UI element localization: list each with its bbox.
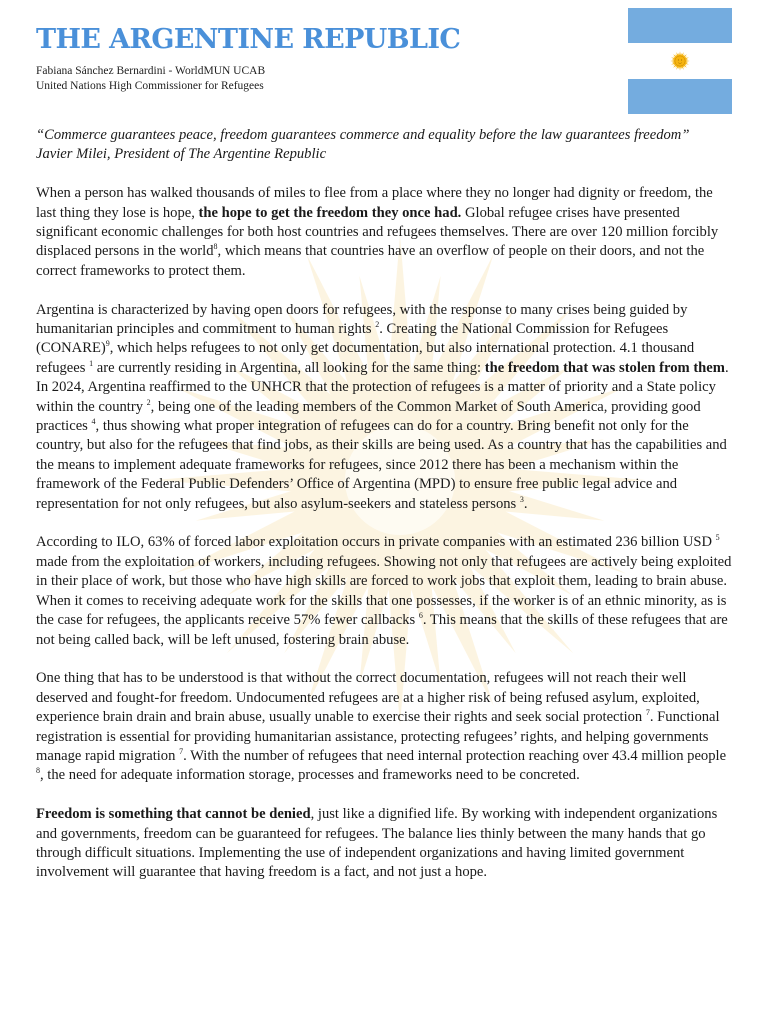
footnote-ref: 5 xyxy=(715,533,720,543)
page-title: THE ARGENTINE REPUBLIC xyxy=(36,24,461,55)
flag-middle-stripe xyxy=(628,43,732,78)
text-run: , just like a dignified life. By working with independent organizations and governments, freedom can be guaranteed for refugees. The balance lies thinly between the many hands that go through difficult situations. Implementing the use of independent organizations and having limited government involvement will guarantee that having freedom is a fact, and not just a hope. xyxy=(36,806,718,881)
text-run: . With the number of refugees that need internal protection reaching over 43.4 million people xyxy=(183,747,727,764)
footnote-ref: 4 xyxy=(91,417,96,427)
footnote-ref: 8 xyxy=(213,242,218,252)
text-run: are currently residing in Argentina, all looking for the same thing: xyxy=(93,359,485,376)
flag-top-stripe xyxy=(628,8,732,43)
author-line: Fabiana Sánchez Bernardini - WorldMUN UCAB xyxy=(36,65,266,77)
text-run: , the need for adequate information storage, processes and frameworks need to be concreted. xyxy=(40,767,580,784)
footnote-ref: 3 xyxy=(519,494,524,504)
quote-attribution: Javier Milei, President of The Argentine Republic xyxy=(36,146,327,163)
text-run: made from the exploitation of workers, including refugees. Showing not only that refugees are actively being exploited in their place of work, but those who have high skills are forced to work jobs that exploit them, leading to brain abuse. When it comes to receiving adequate work for the skills that one possesses, if the worker is of an ethnic minority, as is the case for refugees, the applicants receive 57% fewer callbacks xyxy=(36,553,732,629)
body-paragraph xyxy=(36,805,732,883)
bold-text: Freedom is something that cannot be denied xyxy=(36,806,311,823)
body-paragraph xyxy=(36,669,732,785)
text-run: Argentina is characterized by having open doors for refugees, with the response to many crises being guided by humanitarian principles and commitment to human rights xyxy=(36,301,688,338)
text-run: , which means that countries have an overflow of people on their doors, and not the correct frameworks to protect them. xyxy=(36,243,705,279)
bold-text: the hope to get the freedom they once had. xyxy=(198,204,462,221)
text-run: . xyxy=(523,495,528,512)
body-paragraph xyxy=(36,301,732,514)
text-run: Global refugee crises have presented significant economic challenges for both host countries and refugees themselves. There are over 120 million forcibly displaced persons in the world xyxy=(36,204,719,260)
document-body xyxy=(36,126,732,902)
text-run: . This means that the skills of these refugees that are not being called back, will be left unused, fostering brain abuse. xyxy=(36,612,728,648)
opening-quote xyxy=(36,126,732,165)
paragraphs xyxy=(36,184,732,883)
flag-bottom-stripe xyxy=(628,79,732,114)
footnote-ref: 2 xyxy=(375,320,380,330)
footnote-ref: 1 xyxy=(89,358,94,368)
text-run: , thus showing what proper integration of refugees can do for a country. Bring benefit not only for the country, but also for the refugees that find jobs, as their skills are being used. As a country that has the capabilities and the means to implement adequate frameworks for refugees, since 2012 there has been a mechanism within the framework of the Federal Public Defenders’ Office of Argentina (MPD) to ensure free public legal advice and representation for not only refugees, but also asylum-seekers and stateless persons xyxy=(36,418,727,512)
text-run: According to ILO, 63% of forced labor exploitation occurs in private companies with an estimated 236 billion USD xyxy=(36,534,716,551)
footnote-ref: 7 xyxy=(645,708,650,718)
body-paragraph xyxy=(36,184,732,281)
quote-text: “Commerce guarantees peace, freedom guarantees commerce and equality before the law guarantees freedom” xyxy=(36,127,690,143)
text-run: . Creating the National Commission for Refugees (CONARE) xyxy=(36,321,669,357)
text-run: , which helps refugees to not only get documentation, but also international protection. 4.1 thousand refugees xyxy=(36,340,695,376)
footnote-ref: 2 xyxy=(146,397,151,407)
text-run: . In 2024, Argentina reaffirmed to the UNHCR that the protection of refugees is a matter of priority and a State policy within the country xyxy=(36,359,729,415)
footnote-ref: 6 xyxy=(418,611,423,621)
sun-of-may-icon xyxy=(664,45,696,77)
footnote-ref: 7 xyxy=(179,747,184,757)
text-run: When a person has walked thousands of miles to flee from a place where they no longer had dignity or freedom, the last thing they lose is hope, xyxy=(36,185,713,221)
committee-line: United Nations High Commissioner for Refugees xyxy=(36,80,264,92)
author-block xyxy=(36,64,265,94)
text-run: , being one of the leading members of the Common Market of South America, providing good practices xyxy=(36,398,701,435)
text-run: One thing that has to be understood is that without the correct documentation, refugees will not reach their well deserved and fought-for freedom. Undocumented refugees are at a higher risk of being refused asylum, exploited, experience brain drain and brain abuse, usually unable to exercise their rights and seek social protection xyxy=(36,670,700,726)
argentina-flag-icon xyxy=(628,8,732,114)
footnote-ref: 8 xyxy=(36,766,40,776)
bold-text: the freedom that was stolen from them xyxy=(484,359,725,376)
footnote-ref: 9 xyxy=(105,339,110,349)
text-run: . Functional registration is essential for providing humanitarian assistance, protecting refugees’ rights, and helping governments manage rapid migration xyxy=(36,709,720,764)
body-paragraph xyxy=(36,533,732,649)
